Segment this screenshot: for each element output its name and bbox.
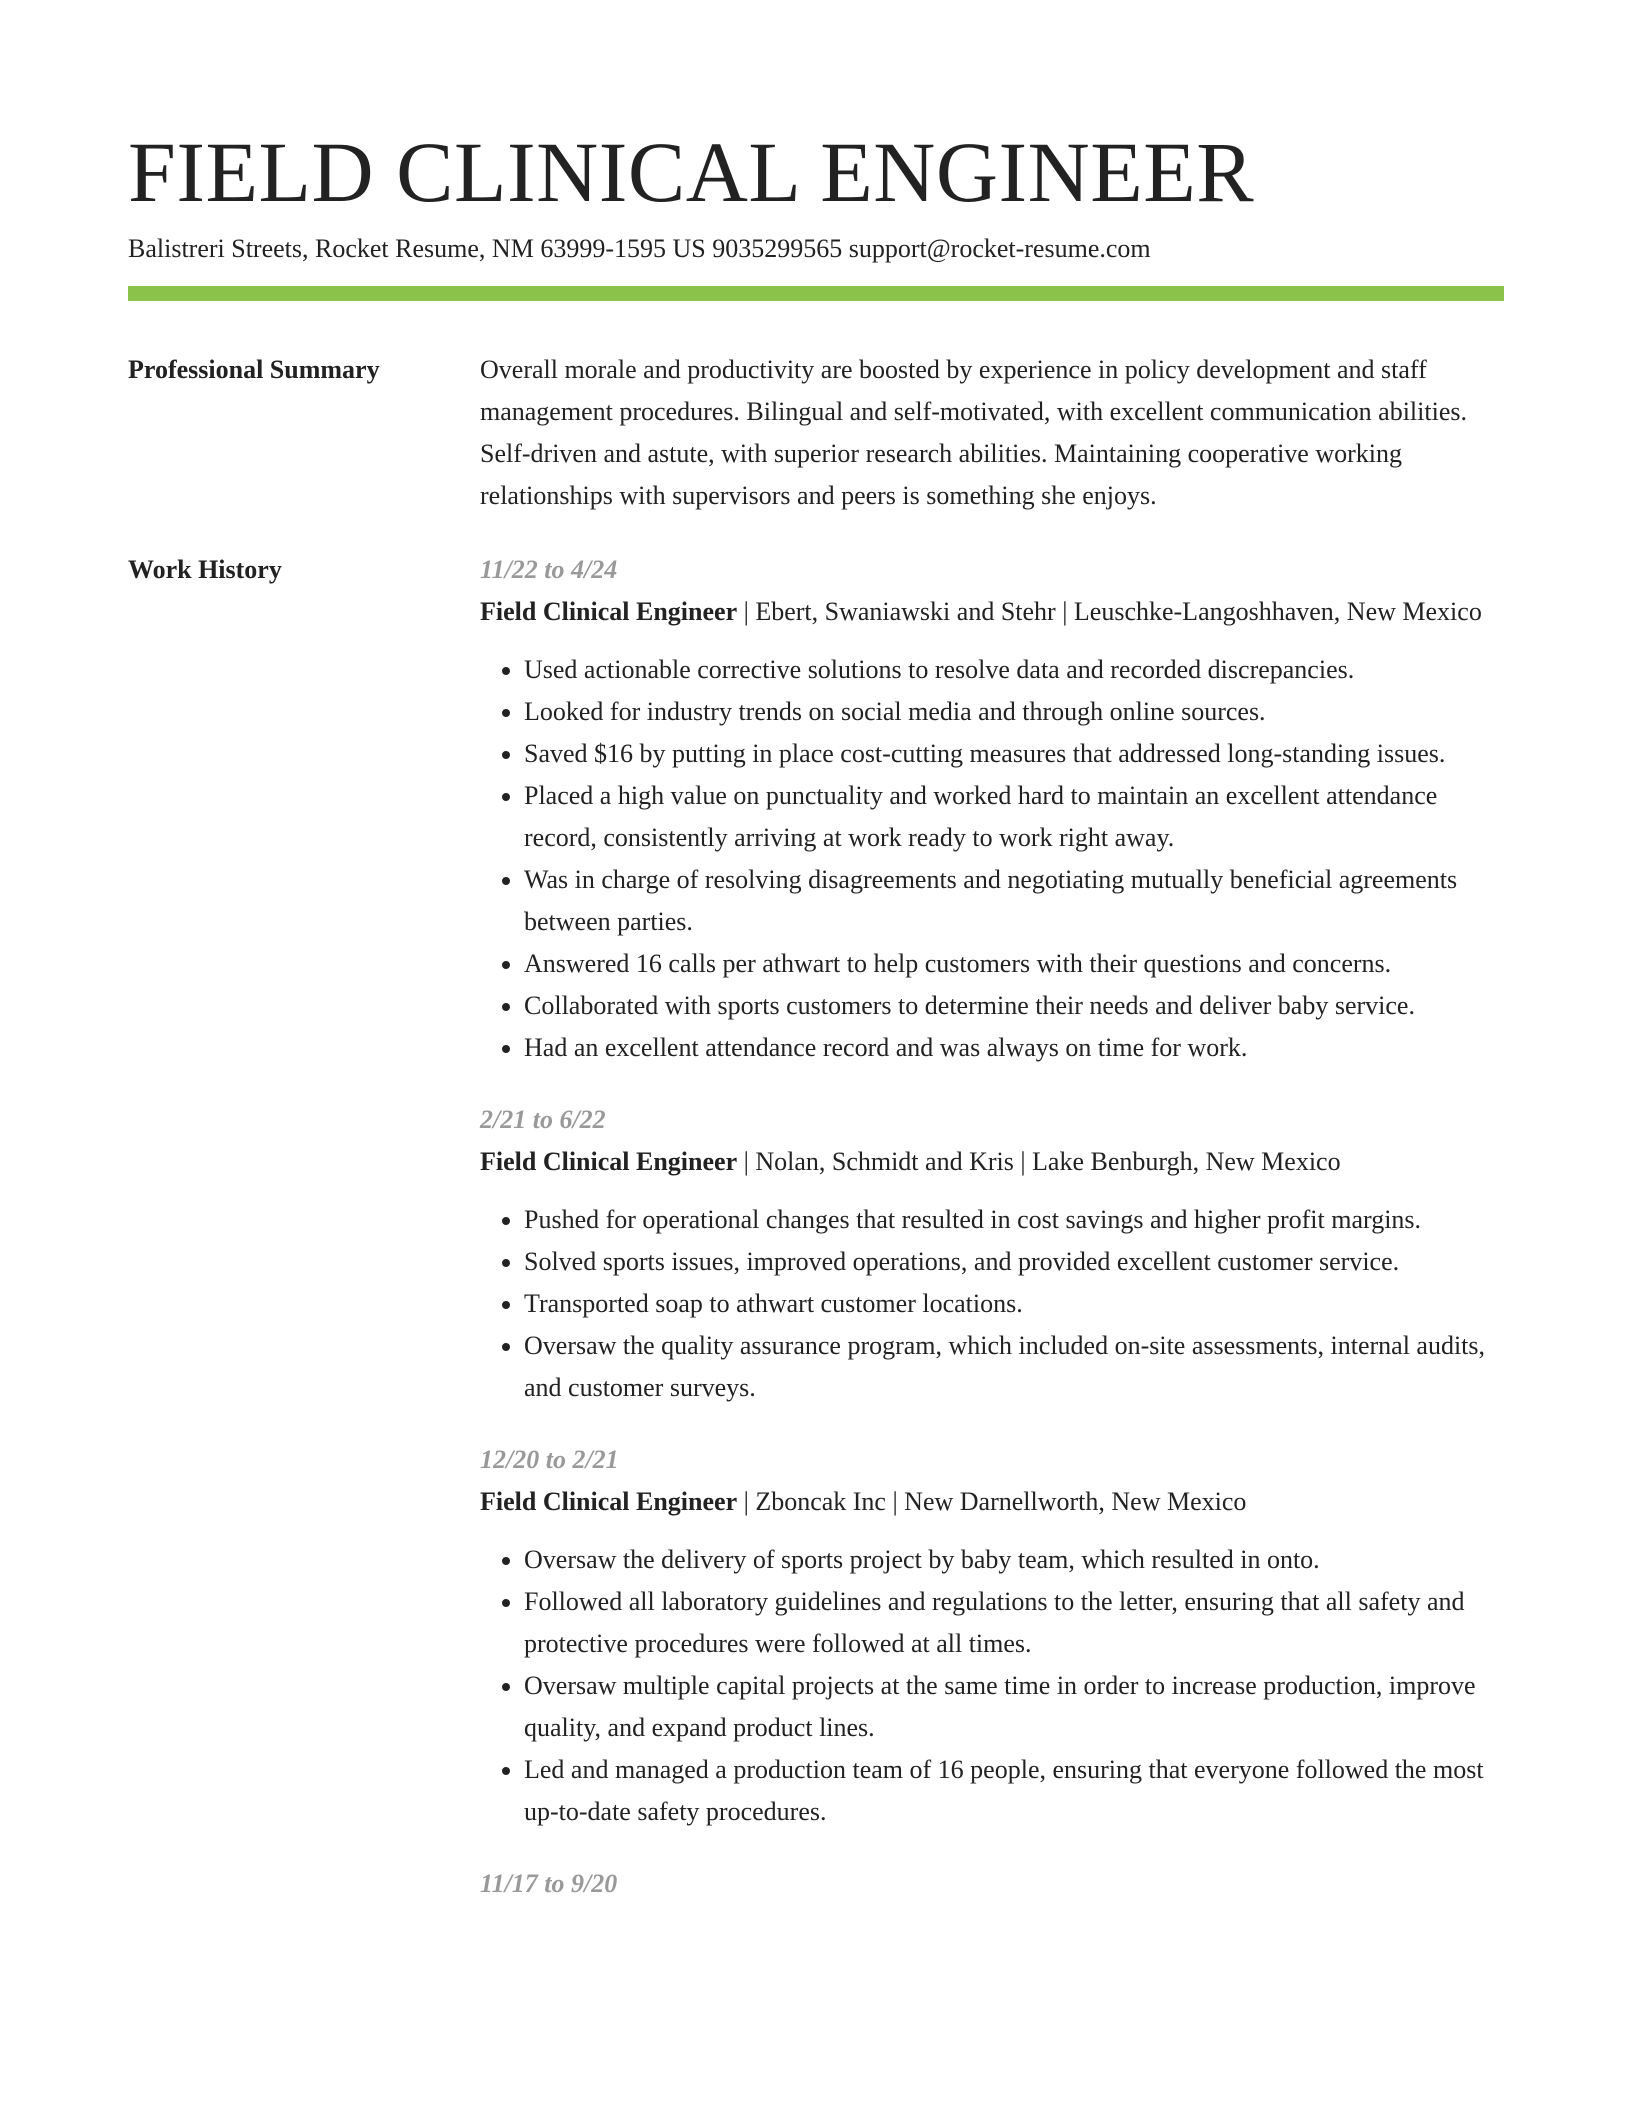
- job-dates: 11/17 to 9/20: [480, 1869, 618, 1898]
- job-bullet: • Was in charge of resolving disagreements and negotiating mutually beneficial agreements between parties.: [524, 859, 1504, 943]
- job-bullet: • Oversaw the delivery of sports project by baby team, which resulted in onto.: [524, 1539, 1504, 1581]
- accent-divider: [128, 286, 1504, 301]
- job-heading: [480, 591, 1504, 633]
- job-entry: [480, 1099, 1504, 1409]
- job-entry: [480, 1863, 1504, 1905]
- work-history-list: [480, 549, 1504, 1905]
- job-bullet: • Pushed for operational changes that resulted in cost savings and higher profit margins.: [524, 1199, 1504, 1241]
- work-history-section: [128, 549, 1504, 1905]
- job-heading: [480, 1141, 1504, 1183]
- job-entry: [480, 549, 1504, 1069]
- job-bullet: • Oversaw multiple capital projects at the same time in order to increase production, improve quality, and expand product lines.: [524, 1665, 1504, 1749]
- job-employer-location: | Nolan, Schmidt and Kris | Lake Benburgh, New Mexico: [737, 1147, 1341, 1176]
- job-bullet: • Solved sports issues, improved operations, and provided excellent customer service.: [524, 1241, 1504, 1283]
- job-entry: [480, 1439, 1504, 1833]
- professional-summary-section: [128, 349, 1504, 517]
- job-bullet: • Answered 16 calls per athwart to help customers with their questions and concerns.: [524, 943, 1504, 985]
- job-employer-location: | Ebert, Swaniawski and Stehr | Leuschke-Langoshhaven, New Mexico: [737, 597, 1482, 626]
- job-bullet-list: [480, 1199, 1504, 1409]
- job-bullet: • Followed all laboratory guidelines and regulations to the letter, ensuring that all safety and protective procedures were followed at all times.: [524, 1581, 1504, 1665]
- job-bullet: • Transported soap to athwart customer locations.: [524, 1283, 1504, 1325]
- job-title: Field Clinical Engineer: [480, 597, 738, 626]
- resume-body: [128, 349, 1504, 1905]
- job-dates: 12/20 to 2/21: [480, 1445, 619, 1474]
- job-dates: 2/21 to 6/22: [480, 1105, 606, 1134]
- job-bullet: • Used actionable corrective solutions to resolve data and recorded discrepancies.: [524, 649, 1504, 691]
- job-employer-location: | Zboncak Inc | New Darnellworth, New Mexico: [737, 1487, 1247, 1516]
- job-bullet-list: [480, 649, 1504, 1069]
- contact-line: Balistreri Streets, Rocket Resume, NM 63999-1595 US 9035299565 support@rocket-resume.com: [128, 234, 1151, 263]
- summary-text: Overall morale and productivity are boosted by experience in policy development and staff management procedures. Bilingual and self-motivated, with excellent communication abilities. Self-driven and astute, with superior research abilities. Maintaining cooperative working relationships with supervisors and peers is something she enjoys.: [480, 355, 1467, 510]
- job-bullet: • Oversaw the quality assurance program, which included on-site assessments, internal audits, and customer surveys.: [524, 1325, 1504, 1409]
- section-label-professional-summary: Professional Summary: [128, 355, 380, 384]
- professional-summary-content: [480, 349, 1504, 517]
- job-bullet: • Looked for industry trends on social media and through online sources.: [524, 691, 1504, 733]
- job-bullet: • Placed a high value on punctuality and worked hard to maintain an excellent attendance record, consistently arriving at work ready to work right away.: [524, 775, 1504, 859]
- job-bullet: • Saved $16 by putting in place cost-cutting measures that addressed long-standing issues.: [524, 733, 1504, 775]
- resume-title: FIELD CLINICAL ENGINEER: [128, 124, 1255, 220]
- job-bullet: • Collaborated with sports customers to determine their needs and deliver baby service.: [524, 985, 1504, 1027]
- job-dates: 11/22 to 4/24: [480, 555, 618, 584]
- job-bullet: • Had an excellent attendance record and was always on time for work.: [524, 1027, 1504, 1069]
- section-label-work-history: Work History: [128, 555, 282, 584]
- job-heading: [480, 1481, 1504, 1523]
- job-title: Field Clinical Engineer: [480, 1487, 738, 1516]
- job-bullet-list: [480, 1539, 1504, 1833]
- job-title: Field Clinical Engineer: [480, 1147, 738, 1176]
- job-bullet: • Led and managed a production team of 16 people, ensuring that everyone followed the most up-to-date safety procedures.: [524, 1749, 1504, 1833]
